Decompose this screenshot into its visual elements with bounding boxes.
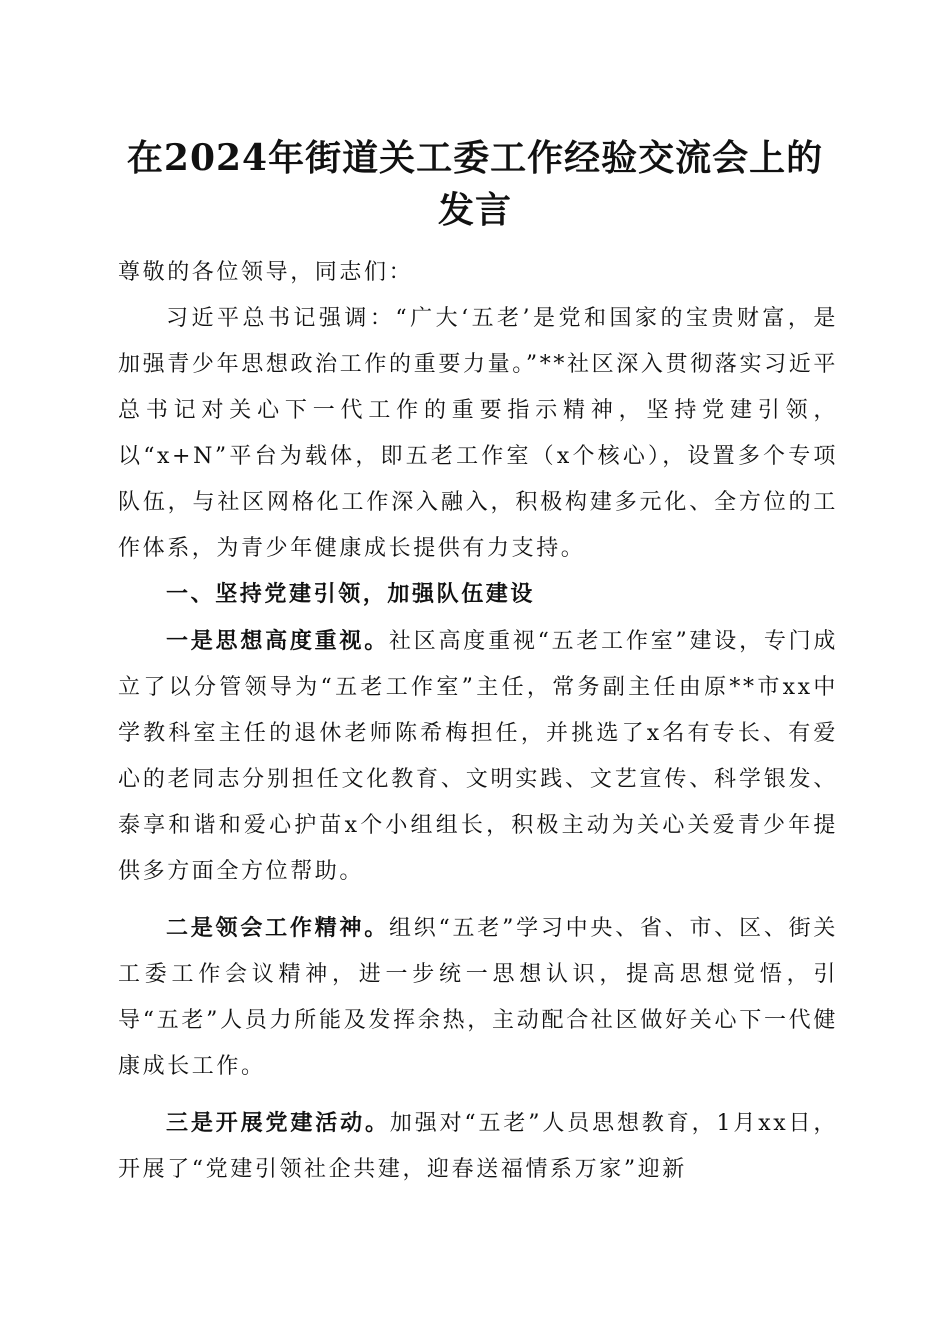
paragraph-2-lead: 二是领会工作精神。	[166, 915, 389, 941]
paragraph-1	[118, 618, 838, 895]
paragraph-2-text: 组织“五老”学习中央、省、市、区、街关工委工作会议精神，进一步统一思想认识，提高思想觉悟，引导“五老”人员力所能及发挥余热，主动配合社区做好关心下一代健康成长工作。	[118, 916, 838, 1079]
salutation: 尊敬的各位领导，同志们：	[118, 260, 414, 285]
section-heading-1: 一、坚持党建引领，加强队伍建设	[166, 582, 536, 607]
paragraph-2	[118, 905, 838, 1090]
paragraph-1-lead: 一是思想高度重视。	[166, 628, 389, 654]
intro-paragraph: 习近平总书记强调：“广大‘五老’是党和国家的宝贵财富，是加强青少年思想政治工作的重要力量。”**社区深入贯彻落实习近平总书记对关心下一代工作的重要指示精神，坚持党建引领，以“x+N”平台为载体，即五老工作室（x个核心），设置多个专项队伍，与社区网格化工作深入融入，积极构建多元化、全方位的工作体系，为青少年健康成长提供有力支持。	[118, 306, 839, 561]
paragraph-3-text: 加强对“五老”人员思想教育，1月xx日，开展了“党建引领社企共建，迎春送福情系万家”迎新	[118, 1111, 838, 1182]
document-title: 在2024年街道关工委工作经验交流会上的发言	[126, 137, 824, 231]
document-body	[118, 250, 838, 1193]
paragraph-3-lead: 三是开展党建活动。	[166, 1110, 390, 1136]
paragraph-3	[118, 1100, 838, 1193]
paragraph-1-text: 社区高度重视“五老工作室”建设，专门成立了以分管领导为“五老工作室”主任，常务副主任由原**市xx中学教科室主任的退休老师陈希梅担任，并挑选了x名有专长、有爱心的老同志分别担任文化教育、文明实践、文艺宣传、科学银发、泰享和谐和爱心护苗x个小组组长，积极主动为关心关爱青少年提供多方面全方位帮助。	[118, 629, 838, 884]
